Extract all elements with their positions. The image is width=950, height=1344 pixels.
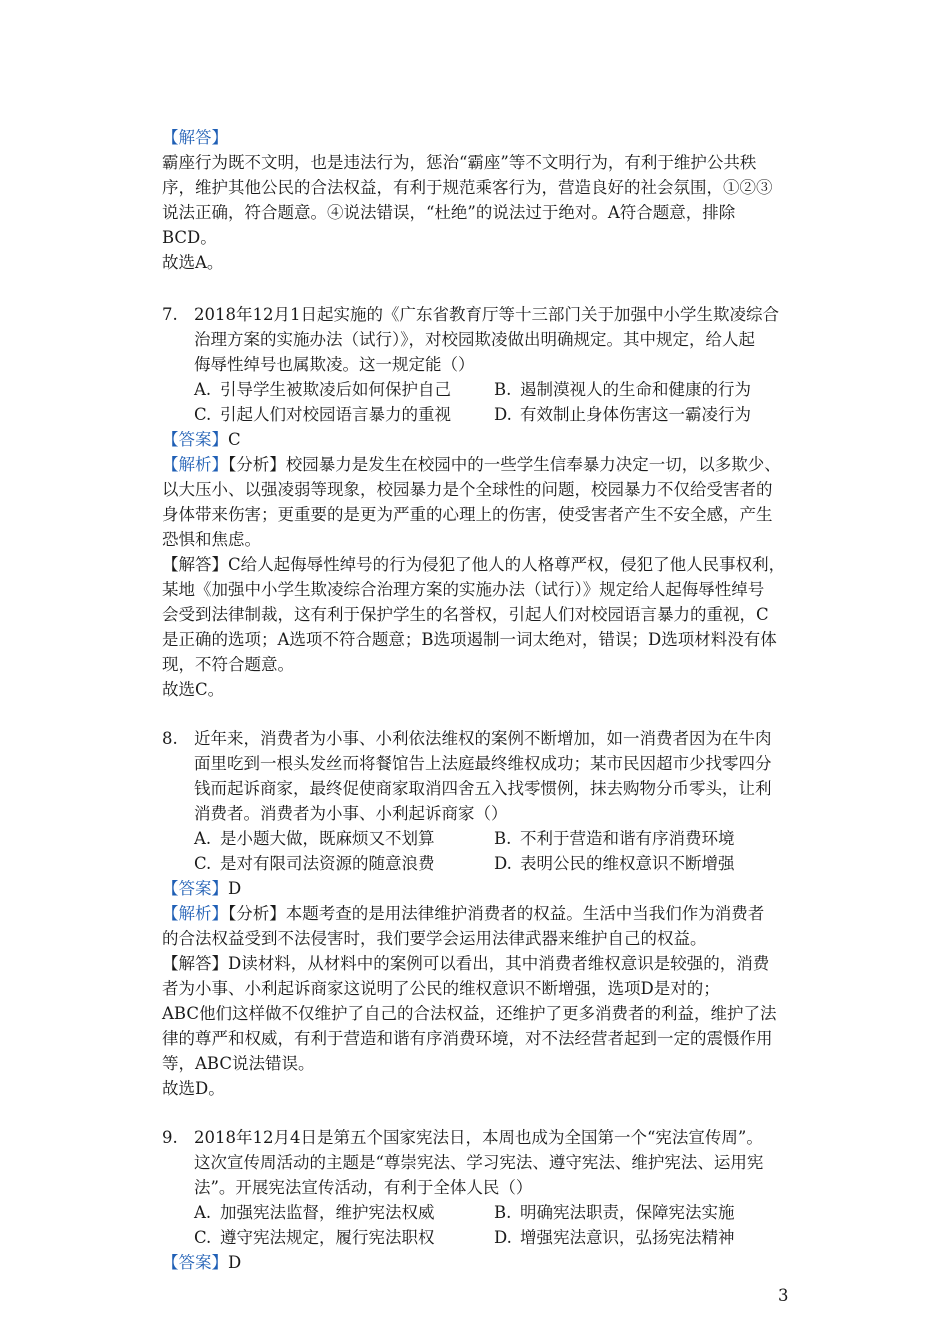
analysis-line: 的合法权益受到不法侵害时，我们要学会运用法律武器来维护自己的权益。 bbox=[162, 929, 707, 948]
solution-line: 会受到法律制裁，这有利于保护学生的名誉权，引起人们对校园语言暴力的重视，C bbox=[162, 605, 769, 624]
option-a: A. 加强宪法监督，维护宪法权威 bbox=[194, 1203, 435, 1222]
question-stem-line: 2018年12月4日是第五个国家宪法日，本周也成为全国第一个“宪法宣传周”。 bbox=[194, 1128, 763, 1147]
question-number: 7. bbox=[162, 305, 178, 324]
answer-value: C bbox=[228, 430, 241, 449]
option-d: D. 有效制止身体伤害这一霸凌行为 bbox=[494, 405, 751, 424]
question-stem-line: 法”。开展宪法宣传活动，有利于全体人民（） bbox=[194, 1178, 533, 1197]
solution-line: 律的尊严和权威，有利于营造和谐有序消费环境，对不法经营者起到一定的震慑作用 bbox=[162, 1029, 773, 1048]
question-stem-line: 治理方案的实施办法（试行）》，对校园欺凌做出明确规定。其中规定，给人起 bbox=[194, 330, 755, 349]
paragraph-line: 说法正确，符合题意。④说法错误，“杜绝”的说法过于绝对。A符合题意，排除 bbox=[162, 203, 736, 222]
option-c: C. 引起人们对校园语言暴力的重视 bbox=[194, 405, 451, 424]
paragraph-line: 故选A。 bbox=[162, 253, 224, 272]
option-b: B. 遏制漠视人的生命和健康的行为 bbox=[494, 380, 751, 399]
answer-tag: 【答案】 bbox=[162, 430, 228, 449]
answer-line bbox=[162, 877, 241, 901]
solution-line: 【解答】C给人起侮辱性绰号的行为侵犯了他人的人格尊严权，侵犯了他人民事权利， bbox=[162, 555, 786, 574]
question-number: 9. bbox=[162, 1128, 178, 1147]
question-stem-line: 面里吃到一根头发丝而将餐馆告上法庭最终维权成功；某市民因超市少找零四分 bbox=[194, 754, 772, 773]
analysis-line: 【解析】【分析】本题考查的是用法律维护消费者的权益。生活中当我们作为消费者 bbox=[162, 904, 765, 923]
analysis-line: 恐惧和焦虑。 bbox=[162, 530, 261, 549]
analysis-line: 以大压小、以强凌弱等现象，校园暴力是个全球性的问题，校园暴力不仅给受害者的 bbox=[162, 480, 773, 499]
option-a: A. 是小题大做，既麻烦又不划算 bbox=[194, 829, 435, 848]
option-b: B. 不利于营造和谐有序消费环境 bbox=[494, 829, 735, 848]
question-stem-line: 侮辱性绰号也属欺凌。这一规定能（） bbox=[194, 355, 475, 374]
jiexi-tag: 【解析】 bbox=[162, 904, 228, 923]
question-stem-line: 这次宣传周活动的主题是“尊崇宪法、学习宪法、遵守宪法、维护宪法、运用宪 bbox=[194, 1153, 764, 1172]
answer-tag: 【答案】 bbox=[162, 879, 228, 898]
answer-tag: 【答案】 bbox=[162, 1253, 228, 1272]
solution-line: 是正确的选项；A选项不符合题意；B选项遏制一词太绝对，错误；D选项材料没有体 bbox=[162, 630, 777, 649]
paragraph-line: 霸座行为既不文明，也是违法行为，惩治“霸座”等不文明行为，有利于维护公共秩 bbox=[162, 153, 757, 172]
question-stem-line: 钱而起诉商家，最终促使商家取消四舍五入找零惯例，抹去购物分币零头，让利 bbox=[194, 779, 772, 798]
option-d: D. 增强宪法意识，弘扬宪法精神 bbox=[494, 1228, 735, 1247]
answer-line bbox=[162, 428, 241, 452]
analysis-line: 【解析】【分析】校园暴力是发生在校园中的一些学生信奉暴力决定一切，以多欺少、 bbox=[162, 455, 781, 474]
question-stem-line: 近年来，消费者为小事、小利依法维权的案例不断增加，如一消费者因为在牛肉 bbox=[194, 729, 772, 748]
analysis-line: 身体带来伤害；更重要的是更为严重的心理上的伤害，使受害者产生不安全感，产生 bbox=[162, 505, 773, 524]
page-number: 3 bbox=[778, 1286, 789, 1305]
question-stem-line: 2018年12月1日起实施的《广东省教育厅等十三部门关于加强中小学生欺凌综合 bbox=[194, 305, 779, 324]
option-c: C. 是对有限司法资源的随意浪费 bbox=[194, 854, 435, 873]
jiexi-tag: 【解析】 bbox=[162, 455, 228, 474]
answer-value: D bbox=[228, 1253, 242, 1272]
solution-line: ABC他们这样做不仅维护了自己的合法权益，还维护了更多消费者的利益，维护了法 bbox=[162, 1004, 777, 1023]
paragraph-line: BCD。 bbox=[162, 228, 217, 247]
option-c: C. 遵守宪法规定，履行宪法职权 bbox=[194, 1228, 435, 1247]
solution-line: 者为小事、小利起诉商家这说明了公民的维权意识不断增强，选项D是对的； bbox=[162, 979, 720, 998]
answer-line bbox=[162, 1251, 241, 1275]
option-d: D. 表明公民的维权意识不断增强 bbox=[494, 854, 735, 873]
option-b: B. 明确宪法职责，保障宪法实施 bbox=[494, 1203, 735, 1222]
solution-line: 等，ABC说法错误。 bbox=[162, 1054, 315, 1073]
paragraph-line: 序，维护其他公民的合法权益，有利于规范乘客行为，营造良好的社会氛围，①②③ bbox=[162, 178, 773, 197]
question-number: 8. bbox=[162, 729, 178, 748]
answer-value: D bbox=[228, 879, 242, 898]
option-a: A. 引导学生被欺凌后如何保护自己 bbox=[194, 380, 451, 399]
jieda-tag: 【解答】 bbox=[162, 128, 228, 147]
solution-line: 故选D。 bbox=[162, 1079, 225, 1098]
question-stem-line: 消费者。消费者为小事、小利起诉商家（） bbox=[194, 804, 508, 823]
solution-line: 现，不符合题意。 bbox=[162, 655, 294, 674]
solution-line: 某地《加强中小学生欺凌综合治理方案的实施办法（试行）》规定给人起侮辱性绰号 bbox=[162, 580, 765, 599]
solution-line: 【解答】D读材料，从材料中的案例可以看出，其中消费者维权意识是较强的，消费 bbox=[162, 954, 770, 973]
solution-line: 故选C。 bbox=[162, 680, 225, 699]
